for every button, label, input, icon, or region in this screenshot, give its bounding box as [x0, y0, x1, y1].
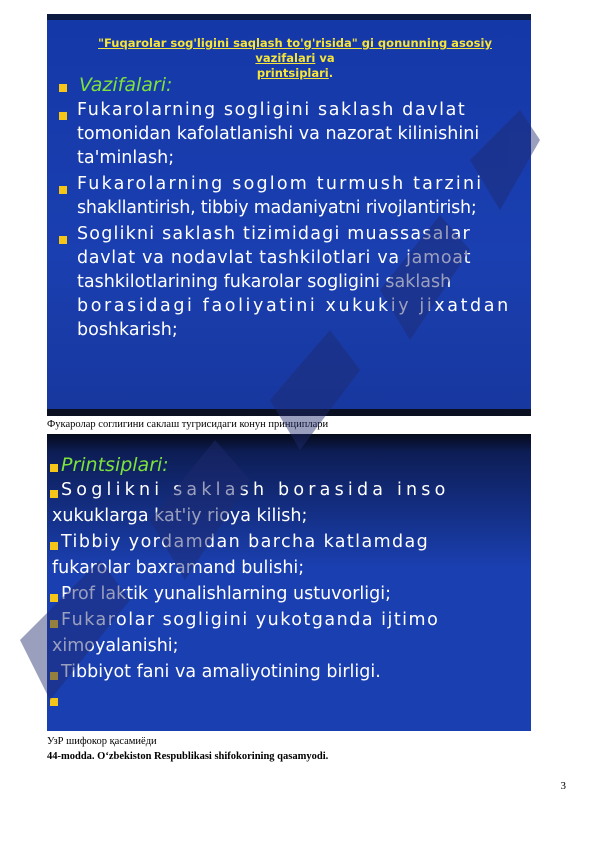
heading-vazifalari: Vazifalari:: [79, 74, 173, 96]
bullet-icon: [50, 542, 58, 550]
slide-bottom-band: [47, 409, 531, 416]
slide-title-dot: .: [328, 66, 334, 80]
bullet-icon: [50, 620, 58, 628]
slide1-line: boshkarish;: [77, 320, 178, 340]
article-heading: 44-modda. O‘zbekiston Respublikasi shifokorining qasamyodi.: [47, 751, 329, 762]
bullet-icon: [59, 186, 67, 194]
slide1-line: Fukarolarning sogligini saklash davlat: [77, 100, 467, 120]
slide2-line: Prof laktik yunalishlarning ustuvorligi;: [61, 584, 392, 604]
slide1-line: Fukarolarning soglom turmush tarzini: [77, 174, 484, 194]
slide2-line: xukuklarga kat'iy rioya kilish;: [52, 506, 308, 526]
slide1-line: tashkilotlarining fukarolar sogligini saklash: [77, 272, 452, 292]
slide-vazifalari: [47, 14, 531, 416]
bullet-icon: [59, 236, 67, 244]
slide1-line: shakllantirish, tibbiy madaniyatni rivojlantirish;: [77, 198, 477, 218]
heading-printsiplari: Printsiplari:: [61, 454, 169, 476]
slide-title-underlined: "Fuqarolar sog'ligini saqlash to'g'risida" gi qonunning asosiy vazifalari: [98, 36, 492, 65]
caption-slide1: Фукаролар соглигини саклаш тугрисидаги конун принциплари: [47, 419, 329, 430]
slide1-line: borasidagi faoliyatini xukukiy jixatdan: [77, 296, 511, 316]
bullet-icon: [50, 698, 58, 706]
slide-title-mid: va: [315, 51, 335, 65]
slide2-line: Tibbiy yordamdan barcha katlamdag: [61, 532, 430, 552]
slide1-line: davlat va nodavlat tashkilotlari va jamoat: [77, 248, 472, 268]
page-number: 3: [560, 780, 566, 792]
caption-slide2: УзР шифокор қасамиёди: [47, 736, 157, 747]
slide1-line: tomonidan kafolatlanishi va nazorat kilinishini: [77, 124, 480, 144]
slide2-line: Fukarolar sogligini yukotganda ijtimo: [61, 610, 440, 630]
slide-printsiplari: [47, 434, 531, 731]
bullet-icon: [50, 594, 58, 602]
slide2-line: Soglikni saklash borasida inso: [61, 480, 450, 500]
bullet-icon: [50, 490, 58, 498]
slide1-line: Soglikni saklash tizimidagi muassasalar: [77, 224, 471, 244]
bullet-icon: [50, 464, 58, 472]
bullet-icon: [50, 672, 58, 680]
bullet-icon: [59, 112, 67, 120]
slide2-line: fukarolar baxramand bulishi;: [52, 558, 305, 578]
slide2-line: ximoyalanishi;: [52, 636, 179, 656]
slide2-line: Tibbiyot fani va amaliyotining birligi.: [61, 662, 381, 682]
slide-title-printsiplari: printsiplari: [256, 66, 329, 80]
slide1-line: ta'minlash;: [77, 148, 175, 168]
bullet-icon: [59, 84, 67, 92]
